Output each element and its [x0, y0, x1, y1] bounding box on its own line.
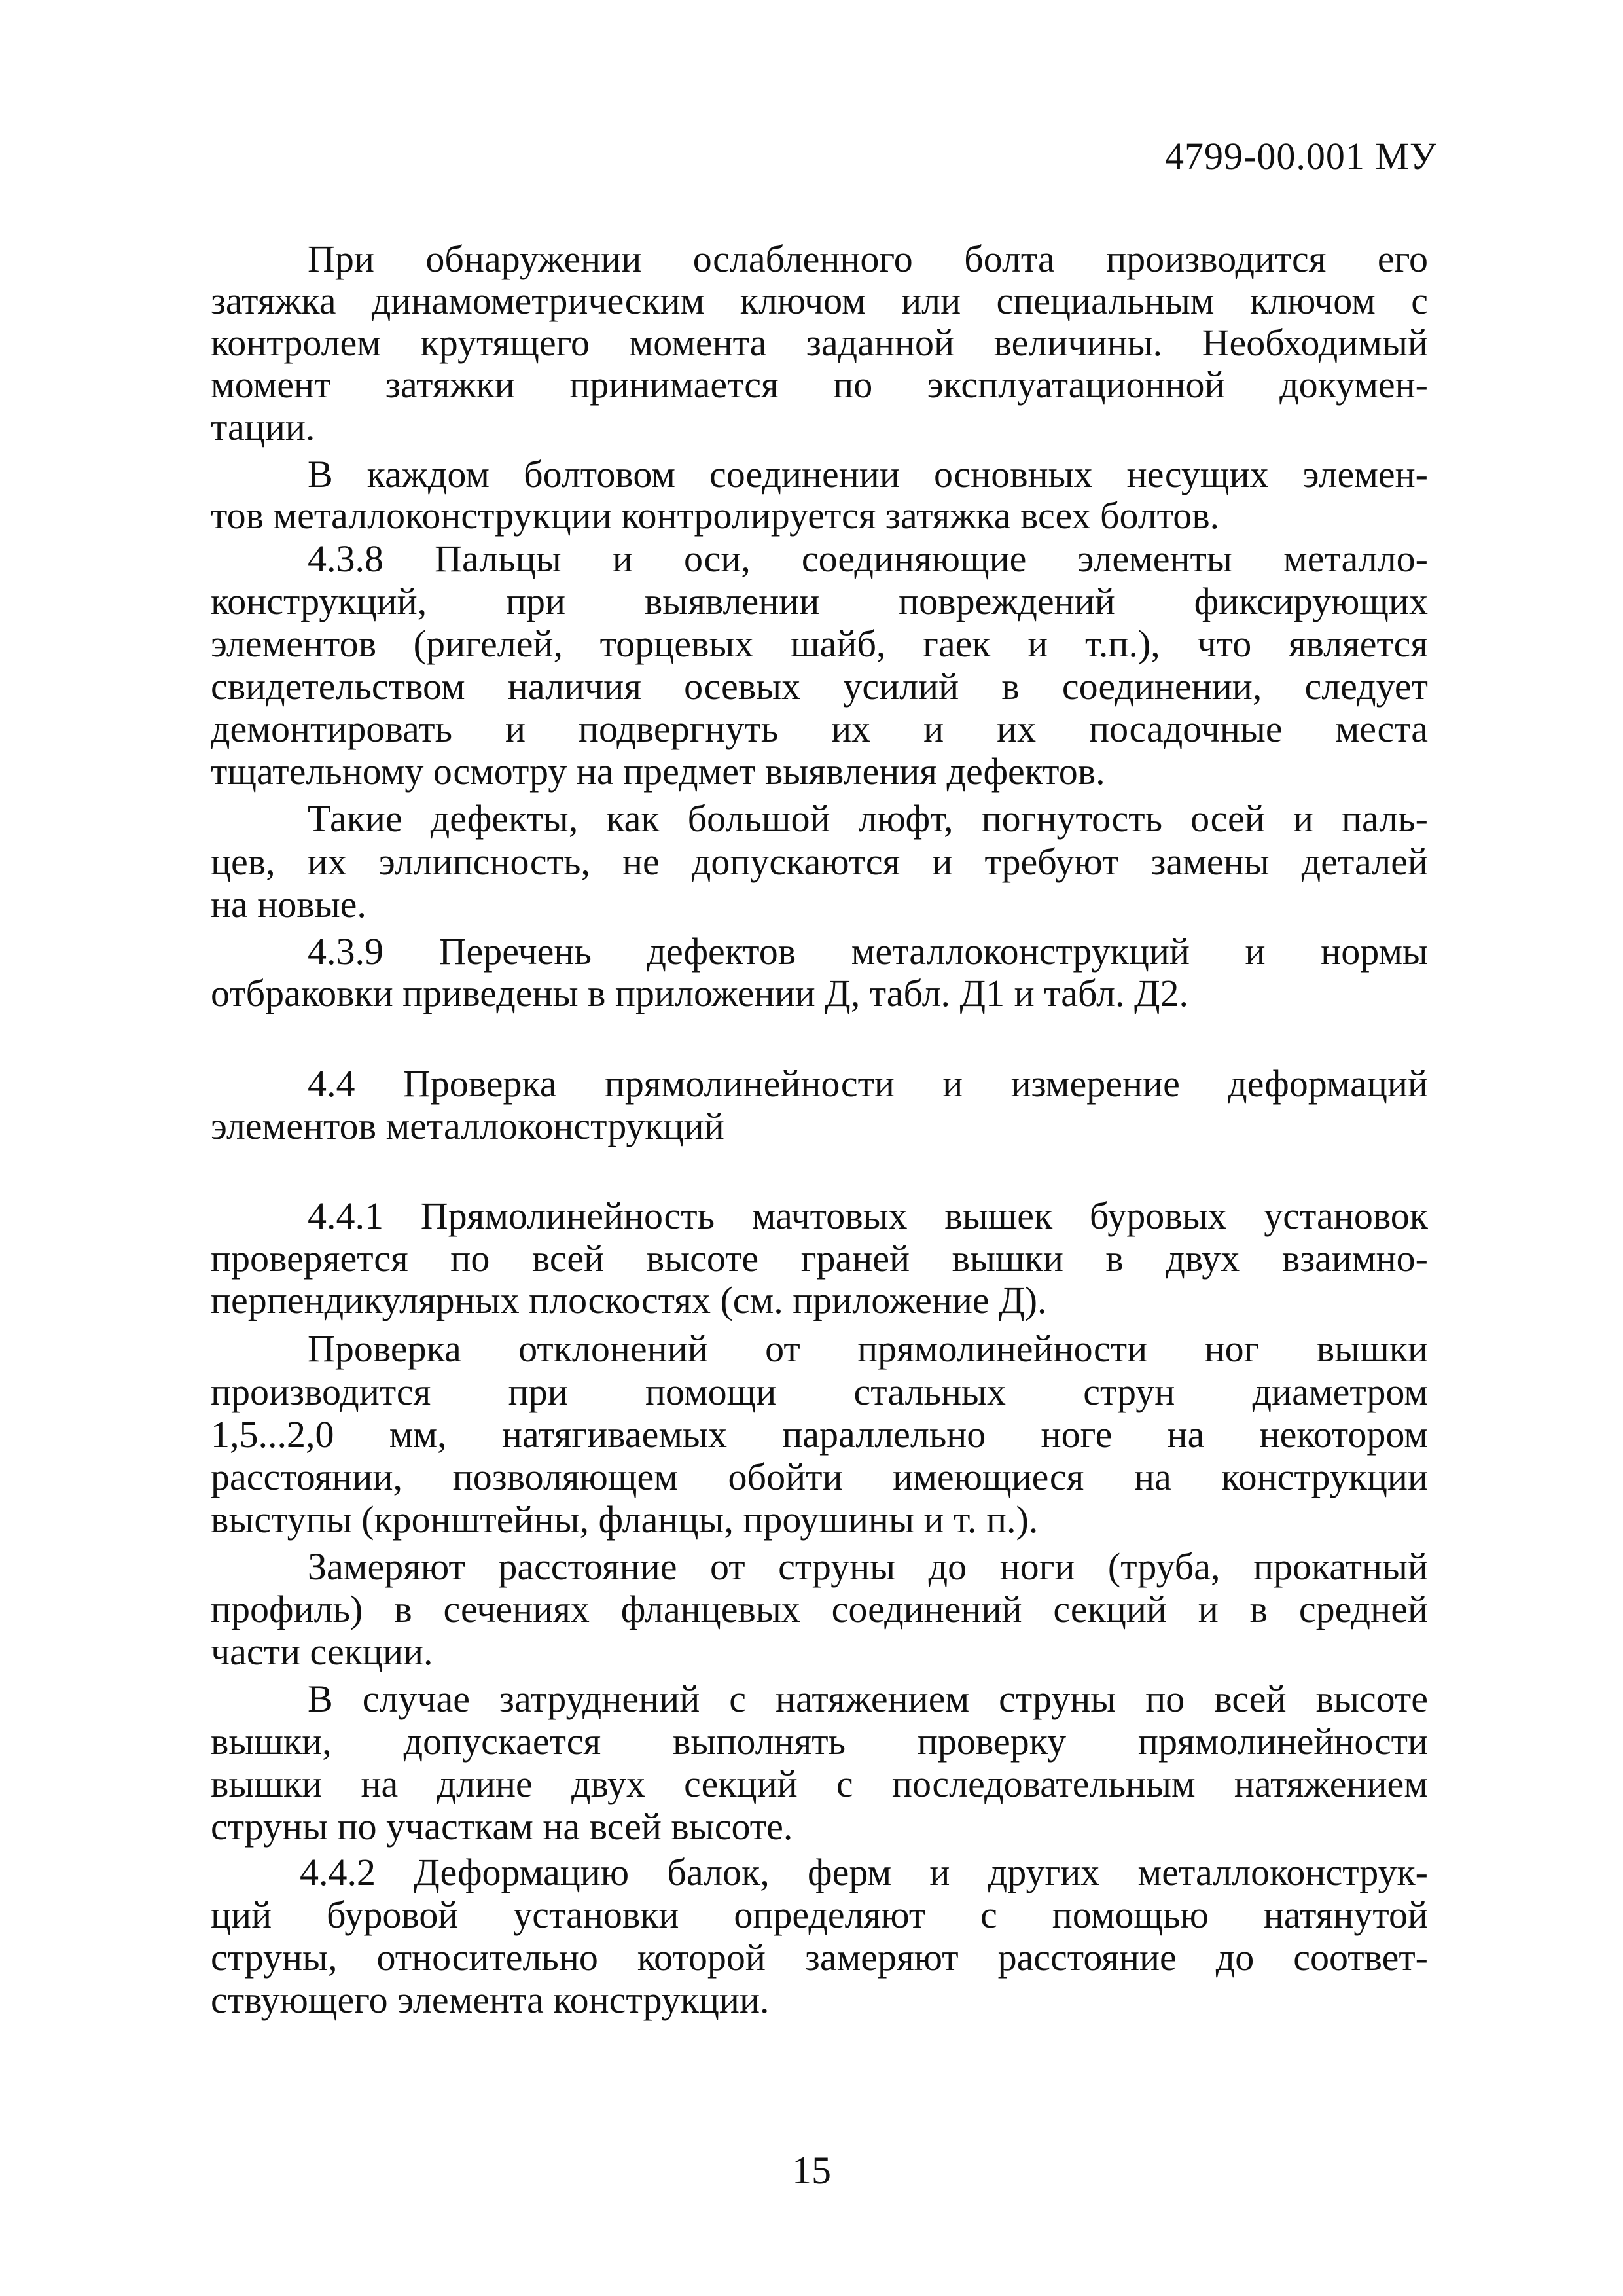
text-line: тщательному осмотру на предмет выявления дефектов. — [211, 750, 1105, 793]
text-line: демонтировать и подвергнуть их и их посадочные места — [211, 708, 1428, 750]
text-line: выступы (кронштейны, фланцы, проушины и т. п.). — [211, 1498, 1039, 1541]
text-line: производится при помощи стальных струн диаметром — [211, 1371, 1428, 1413]
text-line: 1,5...2,0 мм, натягиваемых параллельно ноге на некотором — [211, 1413, 1428, 1456]
document-code-header: 4799-00.001 МУ — [1165, 135, 1437, 177]
text-line: тов металлоконструкции контролируется затяжка всех болтов. — [211, 494, 1220, 537]
text-line: затяжка динамометрическим ключом или специальным ключом с — [211, 279, 1428, 322]
page-number: 15 — [792, 2149, 831, 2192]
text-line: 4.4.1 Прямолинейность мачтовых вышек буровых установок — [308, 1194, 1428, 1237]
section-heading: 4.4 Проверка прямолинейности и измерение деформаций — [308, 1062, 1428, 1105]
text-line: вышки на длине двух секций с последовательным натяжением — [211, 1763, 1428, 1805]
text-line: 4.3.9 Перечень дефектов металлоконструкций и нормы — [308, 930, 1428, 973]
text-line: перпендикулярных плоскостях (см. приложение Д). — [211, 1279, 1047, 1321]
text-line: на новые. — [211, 883, 366, 925]
text-line: струны по участкам на всей высоте. — [211, 1805, 793, 1848]
text-line: расстоянии, позволяющем обойти имеющиеся на конструкции — [211, 1456, 1428, 1498]
text-line: Такие дефекты, как большой люфт, погнутость осей и паль- — [308, 797, 1428, 840]
text-line: ций буровой установки определяют с помощью натянутой — [211, 1893, 1428, 1936]
text-line: вышки, допускается выполнять проверку прямолинейности — [211, 1720, 1428, 1763]
text-line: проверяется по всей высоте граней вышки в двух взаимно- — [211, 1237, 1428, 1280]
text-line: цев, их эллипсность, не допускаются и требуют замены деталей — [211, 840, 1428, 883]
text-line: контролем крутящего момента заданной величины. Необходимый — [211, 321, 1428, 364]
text-line: При обнаружении ослабленного болта производится его — [308, 238, 1428, 280]
text-line: конструкций, при выявлении повреждений фиксирующих — [211, 580, 1428, 622]
text-line: момент затяжки принимается по эксплуатационной докумен- — [211, 363, 1428, 406]
section-heading: элементов металлоконструкций — [211, 1105, 724, 1147]
text-line: тации. — [211, 406, 315, 448]
text-line: профиль) в сечениях фланцевых соединений секций и в средней — [211, 1588, 1428, 1630]
text-line: элементов (ригелей, торцевых шайб, гаек и т.п.), что является — [211, 622, 1428, 665]
text-line: 4.4.2 Деформацию балок, ферм и других металлоконструк- — [300, 1851, 1428, 1893]
text-line: ствующего элемента конструкции. — [211, 1979, 770, 2021]
text-line: Проверка отклонений от прямолинейности ног вышки — [308, 1327, 1428, 1370]
text-line: отбраковки приведены в приложении Д, табл. Д1 и табл. Д2. — [211, 972, 1189, 1014]
text-line: струны, относительно которой замеряют расстояние до соответ- — [211, 1936, 1428, 1979]
text-line: 4.3.8 Пальцы и оси, соединяющие элементы металло- — [308, 537, 1428, 580]
text-line: В случае затруднений с натяжением струны по всей высоте — [308, 1677, 1428, 1720]
text-line: В каждом болтовом соединении основных несущих элемен- — [308, 453, 1428, 495]
text-line: Замеряют расстояние от струны до ноги (труба, прокатный — [308, 1545, 1428, 1588]
text-line: части секции. — [211, 1630, 433, 1673]
text-line: свидетельством наличия осевых усилий в соединении, следует — [211, 665, 1428, 708]
